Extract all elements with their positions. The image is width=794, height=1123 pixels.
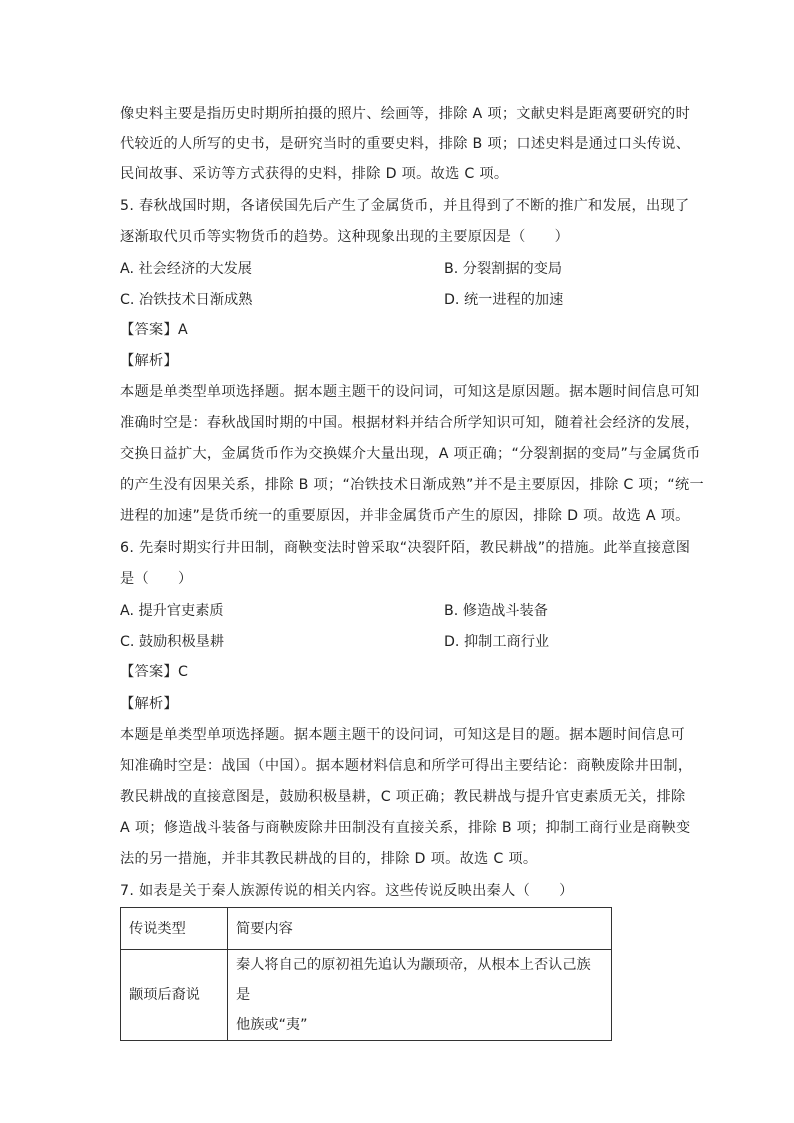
q5-analysis-line-1: 本题是单类型单项选择题。据本题主题干的设问词，可知这是原因题。据本题时间信息可知: [120, 384, 700, 400]
q5-analysis-line-4: 的产生没有因果关系，排除 B 项；“冶铁技术日渐成熟”并不是主要原因，排除 C 项；“统一: [120, 477, 704, 493]
q6-answer: 【答案】C: [120, 664, 189, 680]
q6-analysis-line-3: 教民耕战的直接意图是，鼓励积极垦耕，C 项正确；教民耕战与提升官吏素质无关，排除: [120, 789, 686, 805]
q5-option-a: A. 社会经济的大发展: [120, 261, 252, 277]
q5-answer: 【答案】A: [120, 322, 188, 338]
q5-analysis-line-5: 进程的加速”是货币统一的重要原因，并非金属货币产生的原因，排除 D 项。故选 A 项。: [120, 508, 690, 524]
table-header-type: 传说类型: [121, 908, 228, 950]
prev-explanation-line-2: 代较近的人所写的史书，是研究当时的重要史料，排除 B 项；口述史料是通过口头传说、: [120, 136, 691, 152]
q5-analysis-line-3: 交换日益扩大，金属货币作为交换媒介大量出现，A 项正确；“分裂割据的变局”与金属货币: [120, 446, 701, 462]
q6-option-a: A. 提升官吏素质: [120, 603, 224, 619]
q6-analysis-line-2: 知准确时空是：战国（中国）。据本题材料信息和所学可得出主要结论：商鞅废除井田制，: [120, 758, 693, 774]
q6-option-c: C. 鼓励积极垦耕: [120, 634, 225, 650]
q6-analysis-line-4: A 项；修造战斗装备与商鞅废除井田制没有直接关系，排除 B 项；抑制工商行业是商鞅变: [120, 820, 691, 836]
prev-explanation-line-1: 像史料主要是指历史时期所拍摄的照片、绘画等，排除 A 项；文献史料是距离要研究的时: [120, 106, 691, 122]
table-cell-type: 颛顼后裔说: [121, 950, 228, 1041]
table-row: [121, 950, 612, 1041]
table-cell-content-line-1: 秦人将自己的原初祖先追认为颛顼帝，从根本上否认己族是: [236, 957, 591, 1003]
q5-option-d: D. 统一进程的加速: [444, 292, 564, 308]
q5-option-c: C. 冶铁技术日渐成熟: [120, 292, 253, 308]
table-cell-content: [228, 950, 612, 1041]
q6-analysis-heading: 【解析】: [120, 696, 178, 712]
q6-stem-line-1: 6. 先秦时期实行井田制，商鞅变法时曾采取“决裂阡陌，教民耕战”的措施。此举直接意图: [120, 540, 691, 556]
q6-analysis-line-5: 法的另一措施，并非其教民耕战的目的，排除 D 项。故选 C 项。: [120, 851, 538, 867]
legend-table: [120, 907, 612, 1041]
q5-stem-line-1: 5. 春秋战国时期，各诸侯国先后产生了金属货币，并且得到了不断的推广和发展，出现了: [120, 198, 690, 214]
q6-option-b: B. 修造战斗装备: [444, 603, 548, 619]
q5-stem-line-2: 逐渐取代贝币等实物货币的趋势。这种现象出现的主要原因是（ ）: [120, 229, 570, 245]
q5-analysis-line-2: 准确时空是：春秋战国时期的中国。根据材料并结合所学知识可知，随着社会经济的发展，: [120, 415, 700, 431]
q6-analysis-line-1: 本题是单类型单项选择题。据本题主题干的设问词，可知这是目的题。据本题时间信息可: [120, 727, 686, 743]
table-header-row: [121, 908, 612, 950]
q5-analysis-heading: 【解析】: [120, 353, 178, 369]
table-header-content: 简要内容: [228, 908, 612, 950]
q6-option-d: D. 抑制工商行业: [444, 634, 550, 650]
q6-stem-line-2: 是（ ）: [120, 571, 193, 587]
prev-explanation-line-3: 民间故事、采访等方式获得的史料，排除 D 项。故选 C 项。: [120, 166, 509, 182]
q5-option-b: B. 分裂割据的变局: [444, 261, 563, 277]
table-cell-content-line-2: 他族或“夷”: [236, 1017, 308, 1033]
q7-stem: 7. 如表是关于秦人族源传说的相关内容。这些传说反映出秦人（ ）: [120, 883, 574, 899]
